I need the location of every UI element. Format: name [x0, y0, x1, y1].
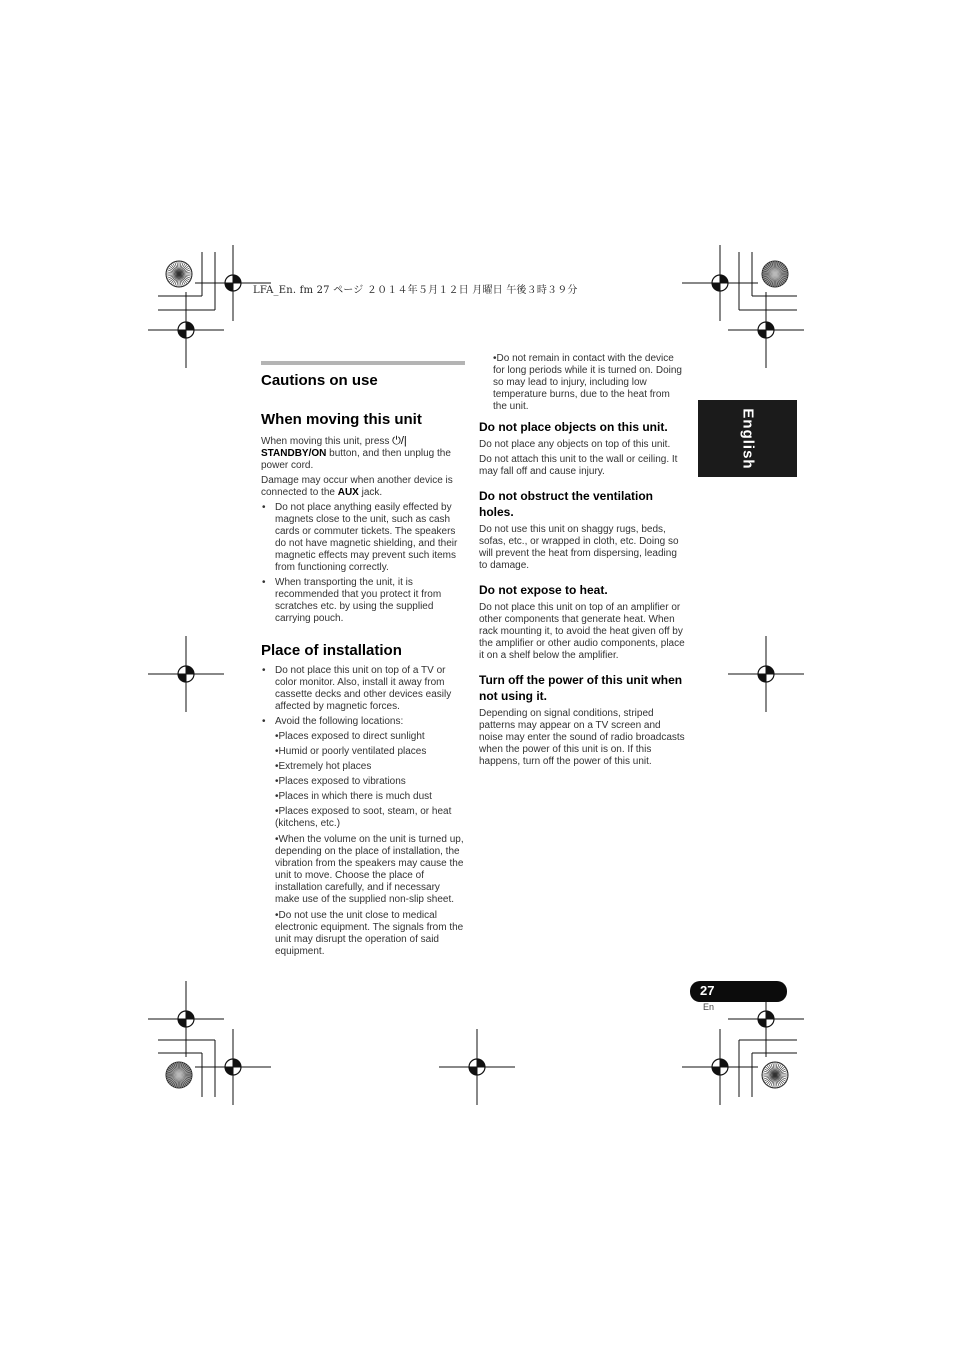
language-tab — [698, 400, 797, 477]
language-tab-label: English — [739, 407, 756, 470]
moving-intro-suffix: button, and then unplug the power cord. — [261, 448, 451, 471]
right-column — [479, 353, 686, 771]
crosshair-mark — [148, 636, 224, 712]
registration-target-mark — [762, 261, 788, 287]
volume-note: •When the volume on the unit is turned up, depending on the place of installation, the vibration from the speakers may cause the unit to move. Choose the place of installation carefully, and if necessary make use of the supplied non-slip sheet. — [275, 834, 464, 905]
moving-intro-prefix: When moving this unit, press — [261, 436, 393, 447]
moving-intro — [261, 435, 465, 472]
location-item: •Places exposed to direct sunlight — [275, 731, 425, 742]
list-item: • Do not place anything easily effected by magnets close to the unit, such as cash cards or commuter tickets. The speakers do not have magnetic shielding, and their magnetic effects may prevent such items from functioning correctly. — [261, 502, 465, 574]
location-item: •Places exposed to vibrations — [275, 776, 406, 787]
section-title: Cautions on use — [261, 372, 378, 389]
installation-heading: Place of installation — [261, 642, 402, 659]
crosshair-mark — [148, 981, 224, 1057]
page-language: En — [703, 1002, 715, 1012]
power-text: Depending on signal conditions, striped patterns may appear on a TV screen and noise may enter the sound of radio broadcasts when the power of this unit is on. If this happens, turn off the power of this unit. — [479, 708, 685, 767]
left-column — [261, 361, 465, 961]
contact-note-block — [493, 353, 686, 413]
registration-target-mark — [762, 1062, 788, 1088]
crosshair-mark — [439, 1029, 515, 1105]
heat-heading: Do not expose to heat. — [479, 583, 608, 597]
list-item: • Avoid the following locations: — [261, 716, 465, 728]
objects-text-2: Do not attach this unit to the wall or ceiling. It may fall off and cause injury. — [479, 454, 678, 477]
location-item: •Places in which there is much dust — [275, 791, 432, 802]
moving-heading: When moving this unit — [261, 411, 422, 428]
location-list — [275, 731, 465, 958]
print-file-header: LFA_En. fm 27 ページ ２０１４年５月１２日 月曜日 午後３時３９分 — [253, 285, 578, 296]
aux-label: AUX — [337, 487, 359, 498]
moving-bullets — [261, 502, 465, 625]
registration-target-mark — [166, 1062, 192, 1088]
location-item: •Places exposed to soot, steam, or heat (kitchens, etc.) — [275, 806, 452, 829]
power-heading: Turn off the power of this unit when not using it. — [479, 673, 683, 703]
section-rule — [261, 361, 465, 365]
ventilation-heading: Do not obstruct the ventilation holes. — [479, 489, 653, 519]
aux-suffix: jack. — [358, 487, 383, 498]
crosshair-mark — [148, 292, 224, 368]
medical-note: •Do not use the unit close to medical electronic equipment. The signals from the unit may disrupt the operation of said equipment. — [275, 910, 464, 957]
aux-warning — [261, 475, 465, 499]
list-item: • Do not place this unit on top of a TV or color monitor. Also, install it away from cassette decks and other devices easily affected by magnetic forces. — [261, 665, 465, 713]
list-item: • When transporting the unit, it is recommended that you protect it from scratches etc. by using the supplied carrying pouch. — [261, 577, 465, 625]
location-item: •Extremely hot places — [275, 761, 372, 772]
heat-text: Do not place this unit on top of an amplifier or other components that generate heat. When rack mounting it, to avoid the heat given off by the amplifier or other audio components, place it on a shelf below the amplifier. — [479, 602, 685, 661]
ventilation-text: Do not use this unit on shaggy rugs, beds, sofas, etc., or wrapped in cloth, etc. Doing so will prevent the heat from dispersing, leading to damage. — [479, 524, 679, 571]
objects-heading: Do not place objects on this unit. — [479, 420, 668, 434]
installation-bullets — [261, 665, 465, 728]
objects-text-1: Do not place any objects on top of this unit. — [479, 439, 671, 450]
location-item: •Humid or poorly ventilated places — [275, 746, 427, 757]
aux-prefix: Damage may occur when another device is connected to the — [261, 475, 453, 498]
power-icon: ⏻/| — [392, 435, 407, 447]
contact-note: •Do not remain in contact with the device for long periods while it is turned on. Doing so may lead to injury, including low temperature burns, due to the heat from the unit. — [493, 353, 682, 412]
crosshair-mark — [728, 636, 804, 712]
standby-label: STANDBY/ON — [261, 448, 327, 459]
page-number: 27 — [700, 983, 715, 998]
registration-target-mark — [166, 261, 192, 287]
